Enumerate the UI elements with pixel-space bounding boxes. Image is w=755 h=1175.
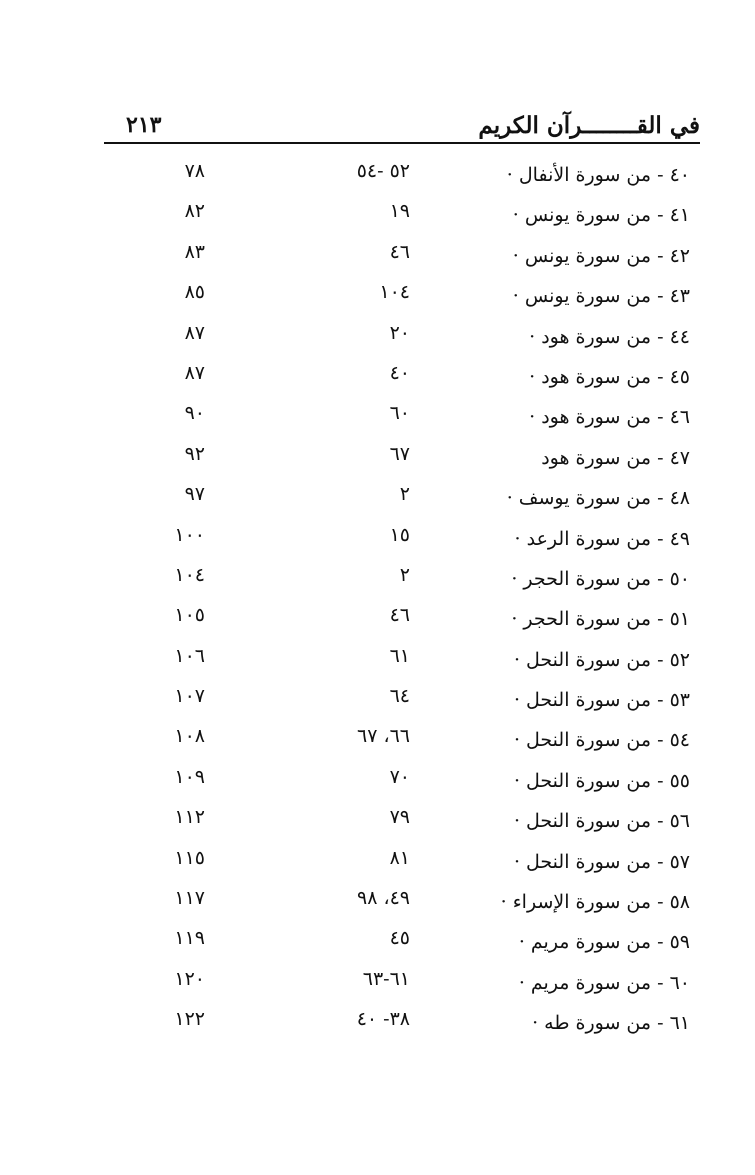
- page-ref: ٨٧: [184, 321, 205, 344]
- page-ref: ٨٥: [184, 281, 205, 304]
- verse-ref: ٢٠: [389, 321, 410, 344]
- index-row: [100, 837, 700, 877]
- page-ref: ١٢٢: [174, 1008, 205, 1031]
- index-row: [100, 352, 700, 392]
- surah-entry: ٥٢ - من سورة النحل ·: [513, 648, 690, 671]
- index-row: [100, 473, 700, 513]
- surah-entry: ٥٧ - من سورة النحل ·: [513, 850, 690, 873]
- page-ref: ١٠٦: [174, 644, 205, 667]
- verse-ref: ٦١: [389, 644, 410, 667]
- page-ref: ٨٧: [184, 361, 205, 384]
- index-table: [100, 150, 700, 1039]
- surah-entry: ٥٤ - من سورة النحل ·: [513, 729, 690, 752]
- verse-ref: ٣٨- ٤٠: [356, 1008, 410, 1031]
- index-row: [100, 877, 700, 917]
- surah-entry: ٤٦ - من سورة هود ·: [529, 406, 690, 429]
- index-row: [100, 514, 700, 554]
- verse-ref: ١٠٤: [379, 281, 410, 304]
- page-ref: ١٠٤: [174, 563, 205, 586]
- page-ref: ٨٣: [184, 240, 205, 263]
- header-rule: [104, 142, 700, 144]
- surah-entry: ٥٩ - من سورة مريم ·: [518, 931, 690, 954]
- index-row: [100, 998, 700, 1038]
- index-row: [100, 675, 700, 715]
- index-row: [100, 312, 700, 352]
- verse-ref: ١٥: [389, 523, 410, 546]
- verse-ref: ٦٧: [389, 442, 410, 465]
- page-ref: ١٠٠: [174, 523, 205, 546]
- index-row: [100, 796, 700, 836]
- page-ref: ١٠٧: [174, 685, 205, 708]
- index-row: [100, 594, 700, 634]
- page-ref: ٩٠: [184, 402, 205, 425]
- page-ref: ١٢٠: [174, 967, 205, 990]
- verse-ref: ٢: [399, 563, 410, 586]
- page-ref: ٩٧: [184, 483, 205, 506]
- surah-entry: ٦٠ - من سورة مريم ·: [518, 971, 690, 994]
- surah-entry: ٤٧ - من سورة هود: [541, 446, 690, 469]
- page-ref: ١١٥: [174, 846, 205, 869]
- page-ref: ١٠٨: [174, 725, 205, 748]
- surah-entry: ٤٢ - من سورة يونس ·: [512, 244, 690, 267]
- surah-entry: ٥١ - من سورة الحجر ·: [511, 608, 690, 631]
- verse-ref: ٤٦: [389, 240, 410, 263]
- verse-ref: ٨١: [389, 846, 410, 869]
- surah-entry: ٤٣ - من سورة يونس ·: [512, 285, 690, 308]
- surah-entry: ٤٤ - من سورة هود ·: [529, 325, 690, 348]
- surah-entry: ٤٠ - من سورة الأنفال ·: [506, 164, 690, 186]
- surah-entry: ٥٦ - من سورة النحل ·: [513, 810, 690, 833]
- index-row: [100, 958, 700, 998]
- verse-ref: ٦٠: [389, 402, 410, 425]
- surah-entry: ٤٩ - من سورة الرعد ·: [514, 527, 690, 550]
- verse-ref: ٧٠: [389, 765, 410, 788]
- verse-ref: ٤٦: [389, 604, 410, 627]
- index-row: [100, 150, 700, 190]
- page-ref: ١١٧: [174, 887, 205, 910]
- verse-ref: ٤٥: [389, 927, 410, 950]
- index-row: [100, 756, 700, 796]
- index-row: [100, 917, 700, 957]
- index-row: [100, 271, 700, 311]
- index-row: [100, 433, 700, 473]
- surah-entry: ٤٨ - من سورة يوسف ·: [506, 487, 690, 510]
- page-ref: ١١٢: [174, 806, 205, 829]
- surah-entry: ٥٥ - من سورة النحل ·: [513, 769, 690, 792]
- page-ref: ١٠٩: [174, 765, 205, 788]
- verse-ref: ١٩: [389, 200, 410, 223]
- index-row: [100, 635, 700, 675]
- index-row: [100, 392, 700, 432]
- verse-ref: ٤٠: [389, 361, 410, 384]
- verse-ref: ٤٩، ٩٨: [356, 887, 410, 910]
- verse-ref: ٧٩: [389, 806, 410, 829]
- page-ref: ٧٨: [184, 160, 205, 182]
- surah-entry: ٥٣ - من سورة النحل ·: [513, 689, 690, 712]
- index-row: [100, 190, 700, 230]
- surah-entry: ٥٨ - من سورة الإسراء ·: [500, 891, 690, 914]
- page-ref: ٨٢: [184, 200, 205, 223]
- page-ref: ١٠٥: [174, 604, 205, 627]
- index-row: [100, 715, 700, 755]
- verse-ref: ٦١-٦٣: [362, 967, 410, 990]
- page-number: ٢١٣: [126, 112, 162, 138]
- surah-entry: ٦١ - من سورة طه ·: [532, 1012, 690, 1035]
- index-row: [100, 554, 700, 594]
- surah-entry: ٤١ - من سورة يونس ·: [512, 204, 690, 227]
- verse-ref: ٦٦، ٦٧: [356, 725, 410, 748]
- verse-ref: ٥٢ -٥٤: [356, 160, 410, 182]
- surah-entry: ٥٠ - من سورة الحجر ·: [511, 567, 690, 590]
- running-title: في القــــــــرآن الكريم: [478, 112, 700, 139]
- index-row: [100, 231, 700, 271]
- page-header: [104, 112, 700, 146]
- surah-entry: ٤٥ - من سورة هود ·: [529, 365, 690, 388]
- page-ref: ٩٢: [184, 442, 205, 465]
- verse-ref: ٦٤: [389, 685, 410, 708]
- page-ref: ١١٩: [174, 927, 205, 950]
- verse-ref: ٢: [399, 483, 410, 506]
